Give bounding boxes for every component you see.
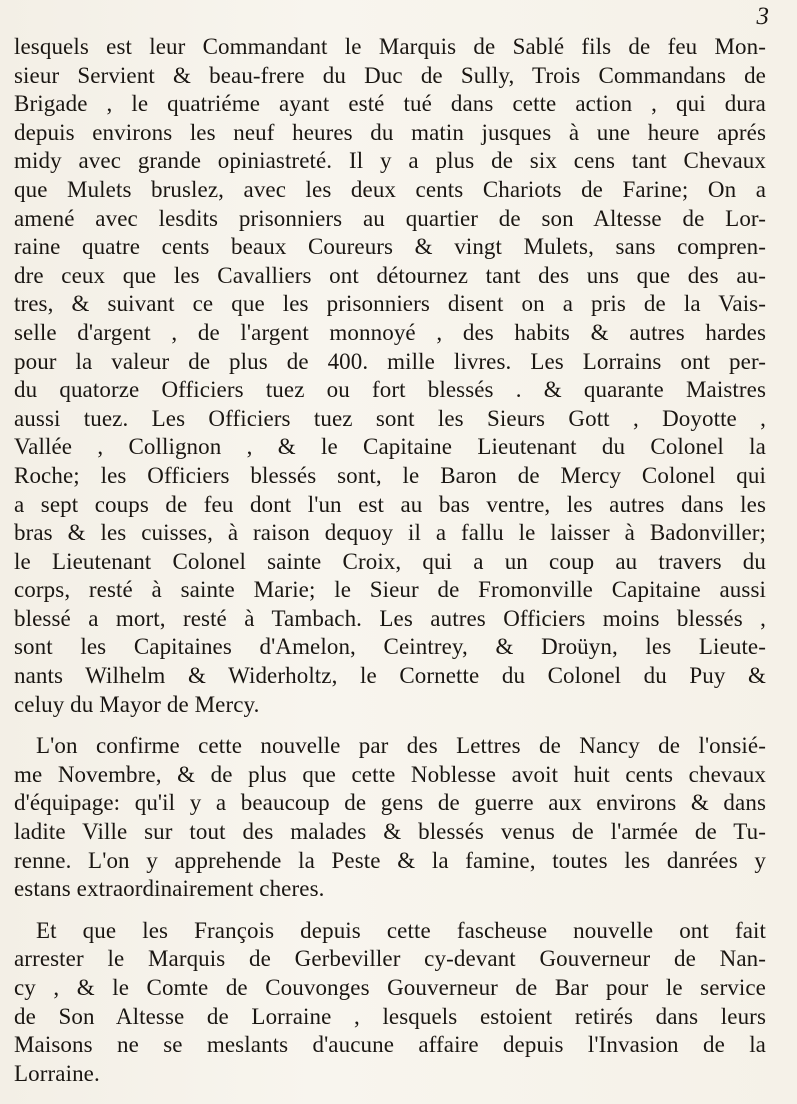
text-line: L'on confirme cette nouvelle par des Lettres de Nancy de l'onsié-	[36, 733, 766, 759]
paragraph-3	[14, 917, 766, 1089]
text-line: du quatorze Officiers tuez ou fort blessés . & quarante Maistres	[14, 377, 766, 403]
text-line: renne. L'on y apprehende la Peste & la famine, toutes les danrées y	[14, 847, 766, 873]
text-line: sont les Capitaines d'Amelon, Ceintrey, & Droüyn, les Lieute-	[14, 634, 766, 660]
text-line: Lorraine.	[14, 1060, 100, 1086]
text-line: Brigade , le quatriéme ayant esté tué dans cette action , qui dura	[14, 91, 766, 117]
text-line: arrester le Marquis de Gerbeviller cy-devant Gouverneur de Nan-	[14, 946, 766, 972]
text-line: estans extraordinairement cheres.	[14, 876, 325, 902]
text-line: celuy du Mayor de Mercy.	[14, 691, 260, 717]
text-line: Et que les François depuis cette fascheuse nouvelle ont fait	[36, 917, 766, 943]
text-line: amené avec lesdits prisonniers au quartier de son Altesse de Lor-	[14, 205, 766, 231]
text-line: ladite Ville sur tout des malades & blessés venus de l'armée de Tu-	[14, 819, 766, 845]
text-line: Roche; les Officiers blessés sont, le Baron de Mercy Colonel qui	[14, 462, 766, 488]
text-line: corps, resté à sainte Marie; le Sieur de Fromonville Capitaine aussi	[14, 577, 766, 603]
paragraph-gap	[14, 909, 766, 917]
text-line: blessé a mort, resté à Tambach. Les autres Officiers moins blessés ,	[14, 605, 766, 631]
body-text	[14, 33, 766, 1093]
text-line: Maisons ne se meslants d'aucune affaire depuis l'Invasion de la	[14, 1032, 766, 1058]
text-line: que Mulets bruslez, avec les deux cents Chariots de Farine; On a	[14, 176, 766, 202]
text-line: dre ceux que les Cavalliers ont détournez tant des uns que des au-	[14, 262, 766, 288]
text-line: a sept coups de feu dont l'un est au bas ventre, les autres dans les	[14, 491, 766, 517]
paragraph-1	[14, 33, 766, 719]
page-number: 3	[756, 3, 769, 30]
paragraph-gap	[14, 724, 766, 732]
text-line: raine quatre cents beaux Coureurs & vingt Mulets, sans compren-	[14, 234, 766, 260]
text-line: tres, & suivant ce que les prisonniers disent on a pris de la Vais-	[14, 291, 766, 317]
text-line: bras & les cuisses, à raison dequoy il a fallu le laisser à Badonviller;	[14, 520, 766, 546]
text-line: midy avec grande opiniastreté. Il y a plus de six cens tant Chevaux	[14, 148, 766, 174]
text-line: me Novembre, & de plus que cette Noblesse avoit huit cents chevaux	[14, 761, 766, 787]
paragraph-2	[14, 732, 766, 904]
text-line: depuis environs les neuf heures du matin jusques à une heure aprés	[14, 119, 766, 145]
text-line: pour la valeur de plus de 400. mille livres. Les Lorrains ont per-	[14, 348, 766, 374]
text-line: lesquels est leur Commandant le Marquis de Sablé fils de feu Mon-	[14, 34, 766, 59]
text-line: selle d'argent , de l'argent monnoyé , des habits & autres hardes	[14, 319, 766, 345]
text-line: d'équipage: qu'il y a beaucoup de gens de guerre aux environs & dans	[14, 790, 766, 816]
text-line: le Lieutenant Colonel sainte Croix, qui a un coup au travers du	[14, 548, 766, 574]
text-line: Vallée , Collignon , & le Capitaine Lieutenant du Colonel la	[14, 434, 766, 460]
text-line: de Son Altesse de Lorraine , lesquels estoient retirés dans leurs	[14, 1003, 766, 1029]
text-line: aussi tuez. Les Officiers tuez sont les Sieurs Gott , Doyotte ,	[14, 405, 766, 431]
text-line: cy , & le Comte de Couvonges Gouverneur de Bar pour le service	[14, 975, 766, 1000]
text-line: sieur Servient & beau-frere du Duc de Sully, Trois Commandans de	[14, 62, 766, 88]
text-line: nants Wilhelm & Widerholtz, le Cornette du Colonel du Puy &	[14, 663, 766, 689]
